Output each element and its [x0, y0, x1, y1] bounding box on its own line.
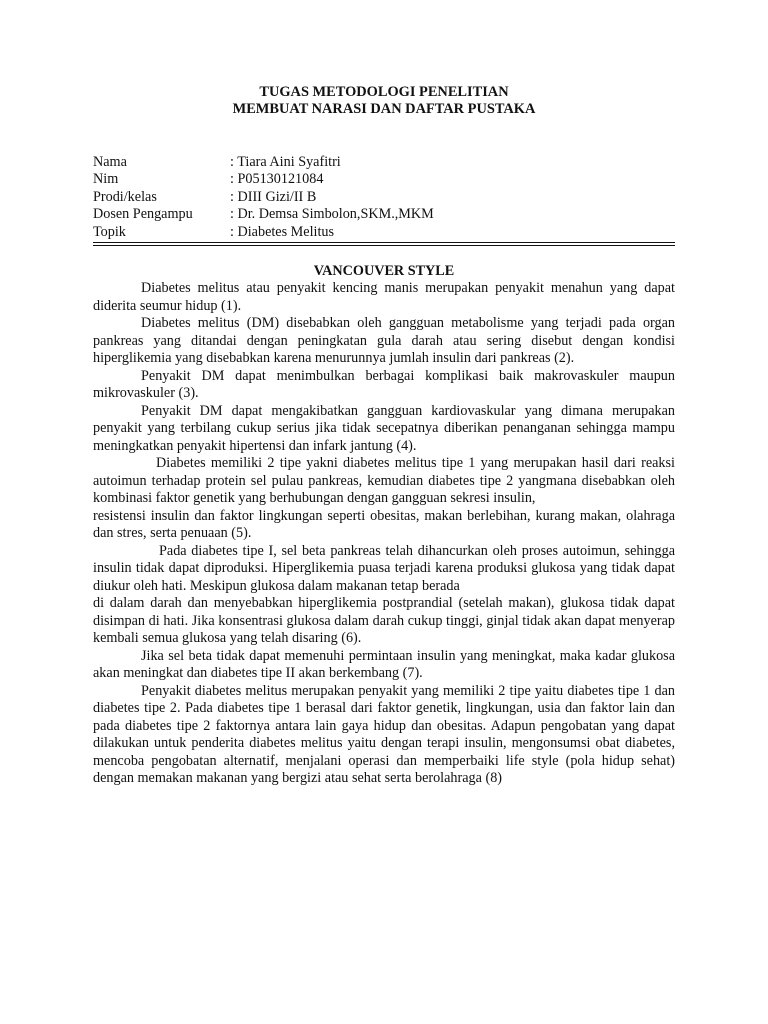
info-label: Dosen Pengampu — [93, 206, 193, 223]
document-page — [93, 84, 675, 788]
info-label: Nama — [93, 154, 127, 170]
info-value: : Dr. Demsa Simbolon,SKM.,MKM — [230, 206, 434, 223]
section-title: VANCOUVER STYLE — [313, 263, 455, 280]
info-value: : DIII Gizi/II B — [230, 188, 317, 205]
info-row-prodi — [93, 189, 434, 206]
student-info-table — [93, 154, 434, 241]
info-value: : Diabetes Melitus — [230, 223, 335, 240]
paragraph-7: Jika sel beta tidak dapat memenuhi permintaan insulin yang meningkat, maka kadar glukosa akan meningkat dan diabetes tipe II akan berkembang (7). — [93, 647, 675, 682]
info-row-nama — [93, 154, 434, 171]
info-label: Topik — [93, 223, 126, 240]
paragraph-5-continued: resistensi insulin dan faktor lingkungan seperti obesitas, makan berlebihan, kurang makan, olahraga dan stres, serta penuaan (5). — [93, 507, 675, 542]
paragraph-6: Pada diabetes tipe I, sel beta pankreas telah dihancurkan oleh proses autoimun, sehingga insulin tidak dapat diproduksi. Hiperglikemia puasa terjadi karena produksi glukosa yang tidak dapat diukur oleh hati. Meskipun glukosa dalam makanan tetap berada — [93, 542, 675, 594]
paragraph-2: Diabetes melitus (DM) disebabkan oleh gangguan metabolisme yang terjadi pada organ pankreas yang ditandai dengan peningkatan gula darah atau sering disebut dengan kondisi hiperglikemia yang disebabkan karena menurunnya jumlah insulin dari pankreas (2). — [93, 315, 675, 367]
paragraph-3: Penyakit DM dapat menimbulkan berbagai komplikasi baik makrovaskuler maupun mikrovaskuler (3). — [93, 367, 675, 402]
paragraph-1: Diabetes melitus atau penyakit kencing manis merupakan penyakit menahun yang dapat diderita seumur hidup (1). — [93, 280, 675, 314]
info-value: : P05130121084 — [230, 171, 324, 188]
paragraph-6-continued: di dalam darah dan menyebabkan hiperglikemia postprandial (setelah makan), glukosa tidak dapat disimpan di hati. Jika konsentrasi glukosa dalam darah cukup tinggi, ginjal tidak akan dapat menyerap kembali semua glukosa yang telah disaring (6). — [93, 595, 675, 647]
info-row-dosen — [93, 206, 434, 223]
header-divider — [93, 242, 675, 246]
document-title-line-2: MEMBUAT NARASI DAN DAFTAR PUSTAKA — [232, 101, 536, 117]
info-row-topik — [93, 224, 434, 241]
document-title-line-1: TUGAS METODOLOGI PENELITIAN — [259, 84, 509, 100]
paragraph-5: Diabetes memiliki 2 tipe yakni diabetes melitus tipe 1 yang merupakan hasil dari reaksi autoimun terhadap protein sel pulau pankreas, kemudian diabetes tipe 2 yangmana disebabkan oleh kombinasi faktor genetik yang berhubungan dengan gangguan sekresi insulin, — [93, 455, 675, 507]
paragraph-4: Penyakit DM dapat mengakibatkan gangguan kardiovaskular yang dimana merupakan penyakit yang terbilang cukup serius jika tidak secepatnya diberikan penanganan sehingga mampu meningkatkan penyakit hipertensi dan infark jantung (4). — [93, 402, 675, 454]
info-value: : Tiara Aini Syafitri — [230, 154, 341, 170]
info-label: Prodi/kelas — [93, 188, 157, 205]
info-row-nim — [93, 171, 434, 188]
info-label: Nim — [93, 171, 119, 188]
paragraph-8: Penyakit diabetes melitus merupakan penyakit yang memiliki 2 tipe yaitu diabetes tipe 1 dan diabetes tipe 2. Pada diabetes tipe 1 berasal dari faktor genetik, lingkungan, usia dan faktor lain dan pada diabetes tipe 2 faktornya antara lain gaya hidup dan obesitas. Adapun pengobatan yang dapat dilakukan untuk penderita diabetes melitus yaitu dengan terapi insulin, mengonsumsi obat diabetes, mencoba pengobatan alternatif, menjalani operasi dan memperbaiki life style (pola hidup sehat) dengan memakan makanan yang bergizi atau sehat serta berolahraga (8) — [93, 682, 675, 787]
